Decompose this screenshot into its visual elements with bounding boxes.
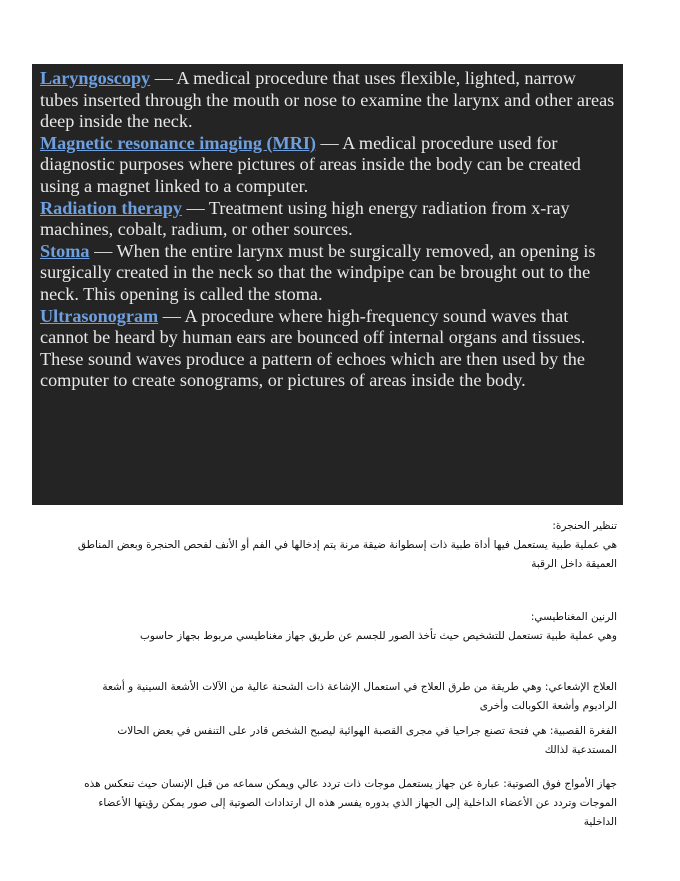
- arabic-paragraph-ultrasonogram: جهاز الأمواج فوق الصوتية: عبارة عن جهاز يستعمل موجات ذات تردد عالي ويمكن سماعه من قبل الإنسان حيث تنعكس هذه الموجات وتردد عن الأعضاء الداخلية إلى الجهاز الذي بدوره يفسر هذه ال ارتدادات الصوتية إلى صور يمكن رؤيتها الأعضاء الداخلية: [84, 778, 617, 828]
- glossary-entry-ultrasonogram: [40, 306, 617, 392]
- glossary-entry-laryngoscopy: [40, 68, 617, 133]
- definition-text: — Treatment using high energy radiation from x-ray machines, cobalt, radium, or other sources.: [40, 197, 570, 240]
- glossary-image-box: [32, 64, 623, 505]
- glossary-entry-radiation-therapy: [40, 198, 617, 241]
- arabic-paragraph-mri: الرنين المغناطيسي: وهي عملية طبية تستعمل للتشخيص حيث تأخذ الصور للجسم عن طريق جهاز مغناطيسي مربوط بجهاز حاسوب: [139, 611, 617, 642]
- term-link[interactable]: Ultrasonogram: [40, 305, 159, 326]
- term-link[interactable]: Stoma: [40, 240, 90, 261]
- definition-text: — A procedure where high-frequency sound waves that cannot be heard by human ears are bounced off internal organs and tissues. These sound waves produce a pattern of echoes which are then used by the computer to create sonograms, or pictures of areas inside the body.: [40, 305, 586, 391]
- term-link[interactable]: Magnetic resonance imaging (MRI): [40, 132, 316, 153]
- definition-text: — A medical procedure that uses flexible, lighted, narrow tubes inserted through the mouth or nose to examine the larynx and other areas deep inside the neck.: [40, 68, 615, 132]
- glossary-entry-stoma: [40, 241, 617, 306]
- arabic-paragraph-stoma: الفغرة القصبية: هي فتحة تصنع جراحيا في مجرى القصبة الهوائية ليصبح الشخص قادر على التنفس في بعض الحالات المستدعية لذالك: [117, 725, 617, 756]
- term-link[interactable]: Laryngoscopy: [40, 68, 151, 88]
- glossary-entry-mri: [40, 133, 617, 198]
- definition-text: — When the entire larynx must be surgically removed, an opening is surgically created in the neck so that the windpipe can be brought out to the neck. This opening is called the stoma.: [40, 240, 596, 304]
- arabic-paragraph-laryngoscopy: تنظير الحنجرة: هي عملية طبية يستعمل فيها أداة طبية ذات إسطوانة ضيقة مرنة يتم إدخالها في الفم أو الأنف لفحص الحنجرة وبعض المناطق العميقة داخل الرقبة: [77, 520, 617, 570]
- definition-text: — A medical procedure used for diagnostic purposes where pictures of areas inside the body can be created using a magnet linked to a computer.: [40, 132, 581, 196]
- term-link[interactable]: Radiation therapy: [40, 197, 182, 218]
- arabic-paragraph-radiation-therapy: العلاج الإشعاعي: وهي طريقة من طرق العلاج في استعمال الإشاعة ذات الشحنة عالية من الآلات الأشعة السينية و أشعة الراديوم وأشعة الكوبالت وأخرى: [102, 681, 617, 712]
